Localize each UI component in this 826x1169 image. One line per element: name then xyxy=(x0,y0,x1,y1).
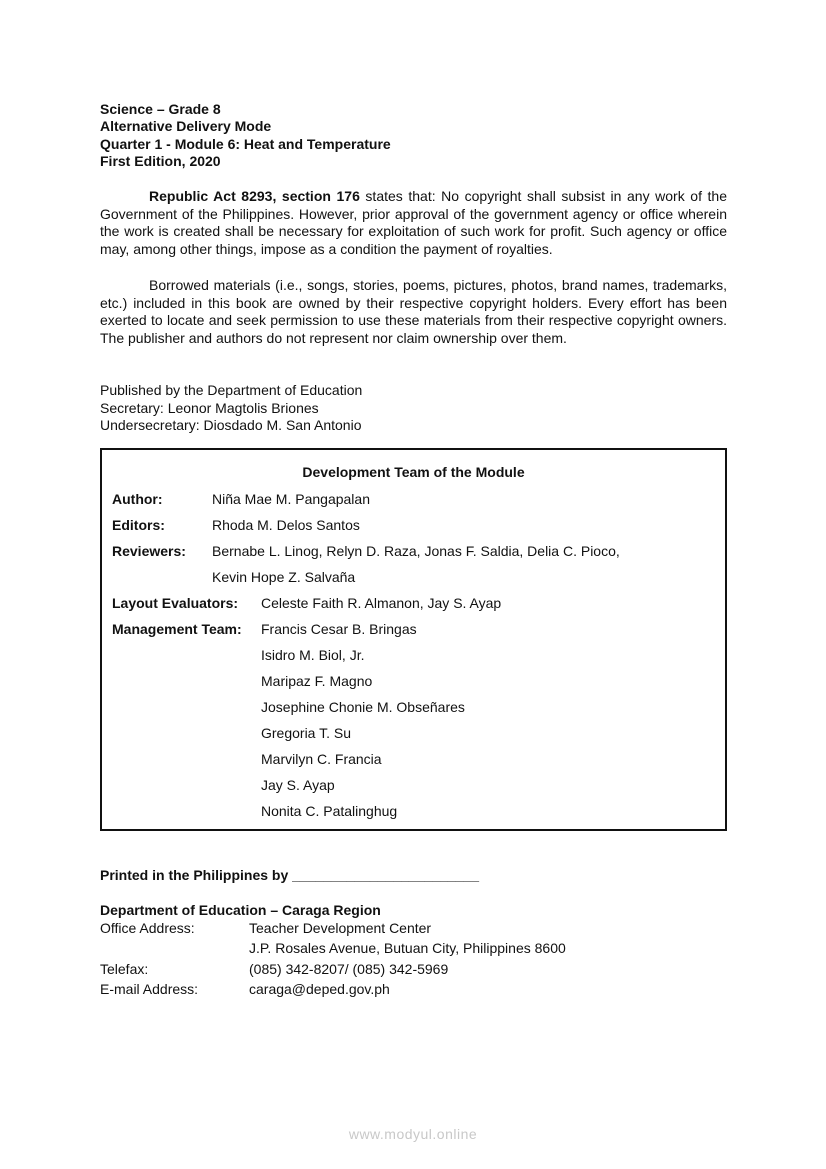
header-subject: Science – Grade 8 xyxy=(100,101,221,117)
development-team-box xyxy=(100,448,727,831)
header-delivery-mode: Alternative Delivery Mode xyxy=(100,118,272,134)
management-member: Jay S. Ayap xyxy=(261,777,335,793)
borrowed-text: Borrowed materials (i.e., songs, stories, poems, pictures, photos, brand names, trademarks, etc.) included in this book are owned by their respective copyright holders. Every effort has been exerted to locate and seek permission to use these materials from their respective copyright owners. The publisher and authors do not represent nor claim ownership over them. xyxy=(100,277,727,346)
undersecretary: Undersecretary: Diosdado M. San Antonio xyxy=(100,417,362,433)
borrowed-paragraph xyxy=(100,277,727,347)
team-heading: Development Team of the Module xyxy=(302,464,525,480)
office-address-line-1: Teacher Development Center xyxy=(249,920,432,936)
header-module-title: Quarter 1 - Module 6: Heat and Temperature xyxy=(100,136,391,152)
layout-evaluators-label: Layout Evaluators: xyxy=(112,595,239,611)
copyright-law-ref: Republic Act 8293, section 176 xyxy=(149,188,360,204)
management-member: Maripaz F. Magno xyxy=(261,673,373,689)
management-member: Nonita C. Patalinghug xyxy=(261,803,398,819)
management-member: Francis Cesar B. Bringas xyxy=(261,621,417,637)
reviewers-line-2: Kevin Hope Z. Salvaña xyxy=(212,569,356,585)
published-by: Published by the Department of Education xyxy=(100,382,363,398)
author-label: Author: xyxy=(112,491,163,507)
watermark: www.modyul.online xyxy=(348,1126,478,1142)
reviewers-line-1: Bernabe L. Linog, Relyn D. Raza, Jonas F. Saldia, Delia C. Pioco, xyxy=(212,543,620,559)
email-label: E-mail Address: xyxy=(100,981,199,997)
management-member: Isidro M. Biol, Jr. xyxy=(261,647,365,663)
copyright-paragraph xyxy=(100,188,727,258)
telefax-value: (085) 342-8207/ (085) 342-5969 xyxy=(249,961,449,977)
management-member: Josephine Chonie M. Obseñares xyxy=(261,699,465,715)
reviewers-label: Reviewers: xyxy=(112,543,186,559)
printed-by: Printed in the Philippines by ________________________ xyxy=(100,867,479,883)
management-team-label: Management Team: xyxy=(112,621,242,637)
email-value[interactable]: caraga@deped.gov.ph xyxy=(249,981,390,997)
editors-name: Rhoda M. Delos Santos xyxy=(212,517,360,533)
office-address-label: Office Address: xyxy=(100,920,195,936)
management-member: Marvilyn C. Francia xyxy=(261,751,382,767)
copyright-text: states that: No copyright shall subsist in any work of the Government of the Philippines. However, prior approval of the government agency or office wherein the work is created shall be necessary for exploitation of such work for profit. Such agency or office may, among other things, impose as a condition the payment of royalties. xyxy=(100,188,727,257)
author-name: Niña Mae M. Pangapalan xyxy=(212,491,370,507)
header-edition: First Edition, 2020 xyxy=(100,153,221,169)
telefax-label: Telefax: xyxy=(100,961,149,977)
secretary: Secretary: Leonor Magtolis Briones xyxy=(100,400,319,416)
management-member: Gregoria T. Su xyxy=(261,725,352,741)
office-address-line-2: J.P. Rosales Avenue, Butuan City, Philippines 8600 xyxy=(249,940,566,956)
dept-region: Department of Education – Caraga Region xyxy=(100,902,381,918)
layout-evaluators-names: Celeste Faith R. Almanon, Jay S. Ayap xyxy=(261,595,502,611)
editors-label: Editors: xyxy=(112,517,165,533)
